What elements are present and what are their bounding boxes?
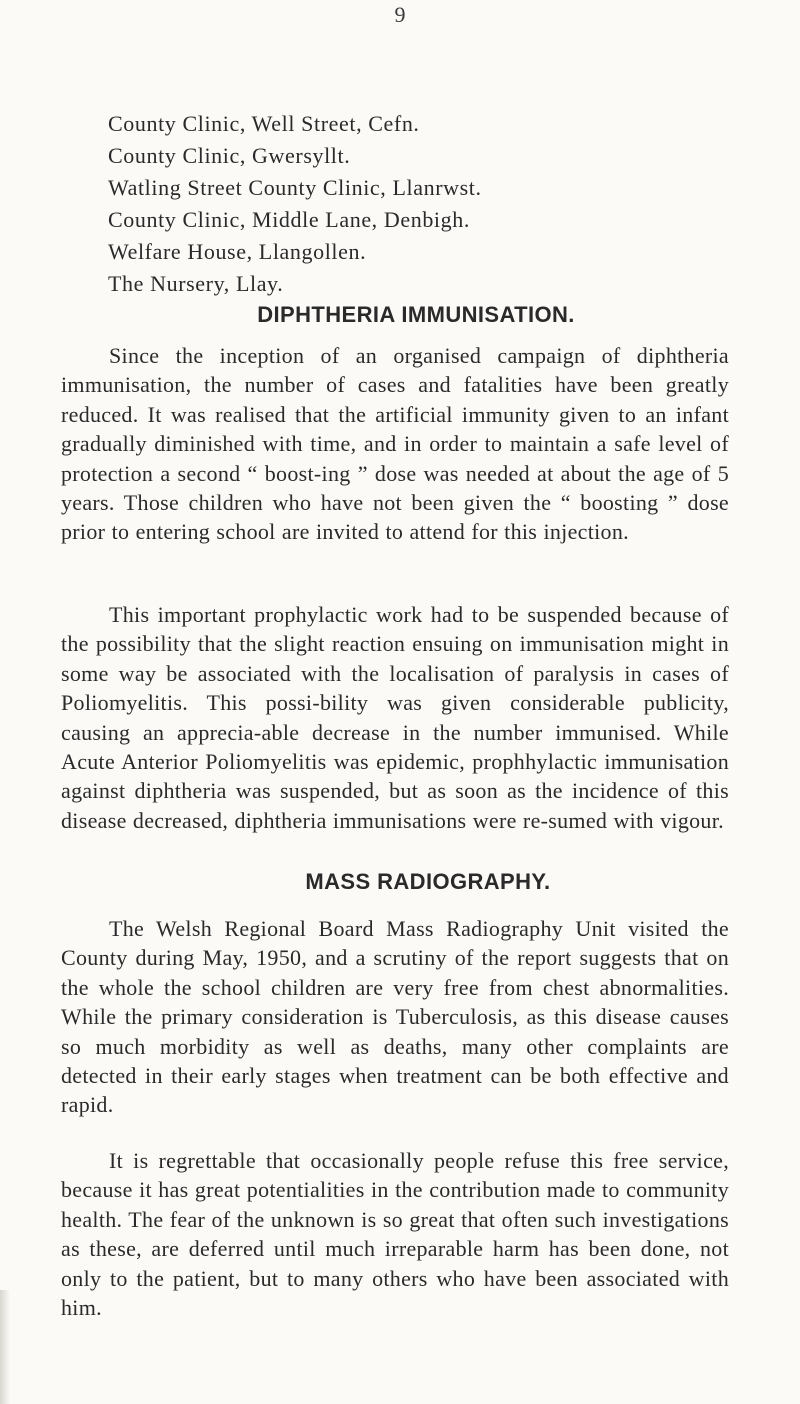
clinic-address-list [108,108,482,300]
mass-radiography-heading: MASS RADIOGRAPHY. [305,869,551,894]
diphtheria-immunisation-heading: DIPHTHERIA IMMUNISATION. [257,302,575,327]
page-edge-shadow [0,1290,10,1404]
diphtheria-paragraph-2: This important prophylactic work had to be suspended because of the possibility that the slight reaction ensuing on immunisation might in some way be associated with the localisation of paralysis in cases of Poliomyelitis. This possi-bility was given considerable publicity, causing an apprecia-able decrease in the number immunised. While Acute Anterior Poliomyelitis was epidemic, prophhylactic immunisation against diphtheria was suspended, but as soon as the incidence of this disease decreased, diphtheria immunisations were re-sumed with vigour. [61,602,729,833]
address-line: County Clinic, Gwersyllt. [108,143,351,168]
page-number: 9 [394,2,406,27]
address-line: County Clinic, Middle Lane, Denbigh. [108,207,470,232]
diphtheria-paragraph-1: Since the inception of an organised campaign of diphtheria immunisation, the number of cases and fatalities have been greatly reduced. It was realised that the artificial immunity given to an infant gradually diminished with time, and in order to maintain a safe level of protection a second “ boost-ing ” dose was needed at about the age of 5 years. Those children who have not been given the “ boosting ” dose prior to entering school are invited to attend for this injection. [61,343,729,545]
address-line: The Nursery, Llay. [108,271,284,296]
mass-radiography-paragraph-2: It is regrettable that occasionally people refuse this free service, because it has great potentialities in the contribution made to community health. The fear of the unknown is so great that often such investigations as these, are deferred until much irreparable harm has been done, not only to the patient, but to many others who have been associated with him. [61,1148,729,1321]
mass-radiography-paragraph-1: The Welsh Regional Board Mass Radiography Unit visited the County during May, 1950, and a scrutiny of the report suggests that on the whole the school children are very free from chest abnormalities. While the primary consideration is Tuberculosis, as this disease causes so much morbidity as well as deaths, many other complaints are detected in their early stages when treatment can be both effective and rapid. [61,916,729,1118]
address-line: Welfare House, Llangollen. [108,239,367,264]
address-line: Watling Street County Clinic, Llanrwst. [108,175,482,200]
address-line: County Clinic, Well Street, Cefn. [108,111,420,136]
